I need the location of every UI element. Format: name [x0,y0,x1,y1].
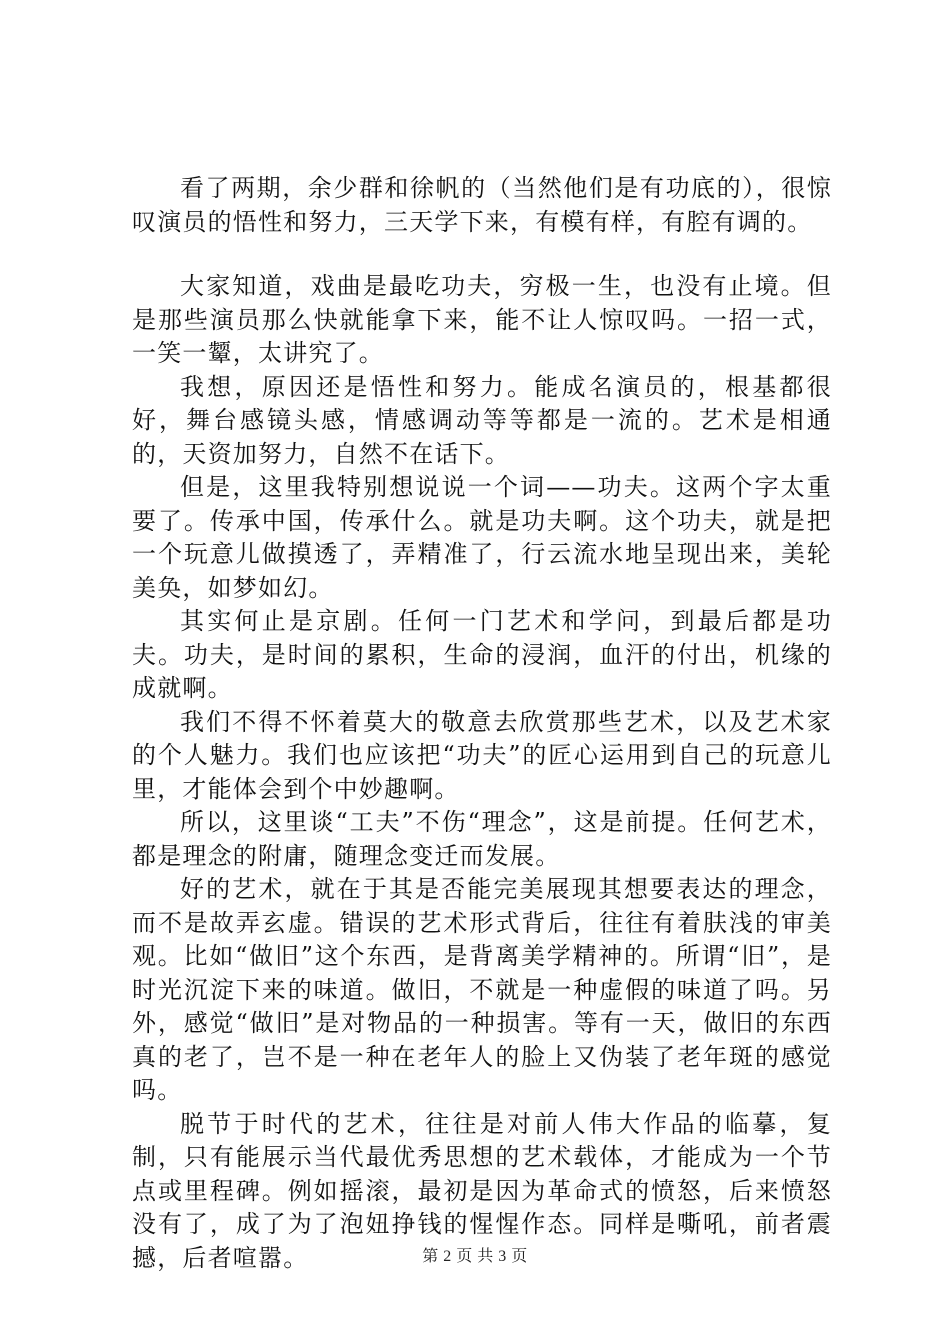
paragraph-5: 其实何止是京剧。任何一门艺术和学问，到最后都是功夫。功夫，是时间的累积，生命的浸润，血汗的付出，机缘的成就啊。 [132,607,832,702]
paragraph-2: 大家知道，戏曲是最吃功夫，穷极一生，也没有止境。但是那些演员那么快就能拿下来，能不让人惊叹吗。一招一式，一笑一颦，太讲究了。 [132,272,832,367]
page-number-footer: 第 2 页 共 3 页 [422,1248,528,1265]
paragraph-1: 看了两期，余少群和徐帆的（当然他们是有功底的），很惊叹演员的悟性和努力，三天学下来，有模有样，有腔有调的。 [132,174,832,236]
paragraph-4: 但是，这里我特别想说说一个词——功夫。这两个字太重要了。传承中国，传承什么。就是功夫啊。这个功夫，就是把一个玩意儿做摸透了，弄精准了，行云流水地呈现出来，美轮美奂，如梦如幻。 [132,473,832,602]
paragraph-6: 我们不得不怀着莫大的敬意去欣赏那些艺术，以及艺术家的个人魅力。我们也应该把“功夫”的匠心运用到自己的玩意儿里，才能体会到个中妙趣啊。 [132,707,832,803]
paragraph-8: 好的艺术，就在于其是否能完美展现其想要表达的理念，而不是故弄玄虚。错误的艺术形式背后，往往有着肤浅的审美观。比如“做旧”这个东西，是背离美学精神的。所谓“旧”，是时光沉淀下来的味道。做旧，不就是一种虚假的味道了吗。另外，感觉“做旧”是对物品的一种损害。等有一天，做旧的东西真的老了，岂不是一种在老年人的脸上又伪装了老年斑的感觉吗。 [132,875,832,1104]
paragraph-7: 所以，这里谈“工夫”不伤“理念”，这是前提。任何艺术，都是理念的附庸，随理念变迁而发展。 [132,808,832,870]
paragraph-3: 我想，原因还是悟性和努力。能成名演员的，根基都很好，舞台感镜头感，情感调动等等都是一流的。艺术是相通的，天资加努力，自然不在话下。 [132,372,832,468]
paragraph-9: 脱节于时代的艺术，往往是对前人伟大作品的临摹，复制，只有能展示当代最优秀思想的艺术载体，才能成为一个节点或里程碑。例如摇滚，最初是因为革命式的愤怒，后来愤怒没有了，成了为了泡妞挣钱的惺惺作态。同样是嘶吼，前者震撼，后者喧嚣。 [132,1109,832,1272]
document-body [132,172,832,1275]
